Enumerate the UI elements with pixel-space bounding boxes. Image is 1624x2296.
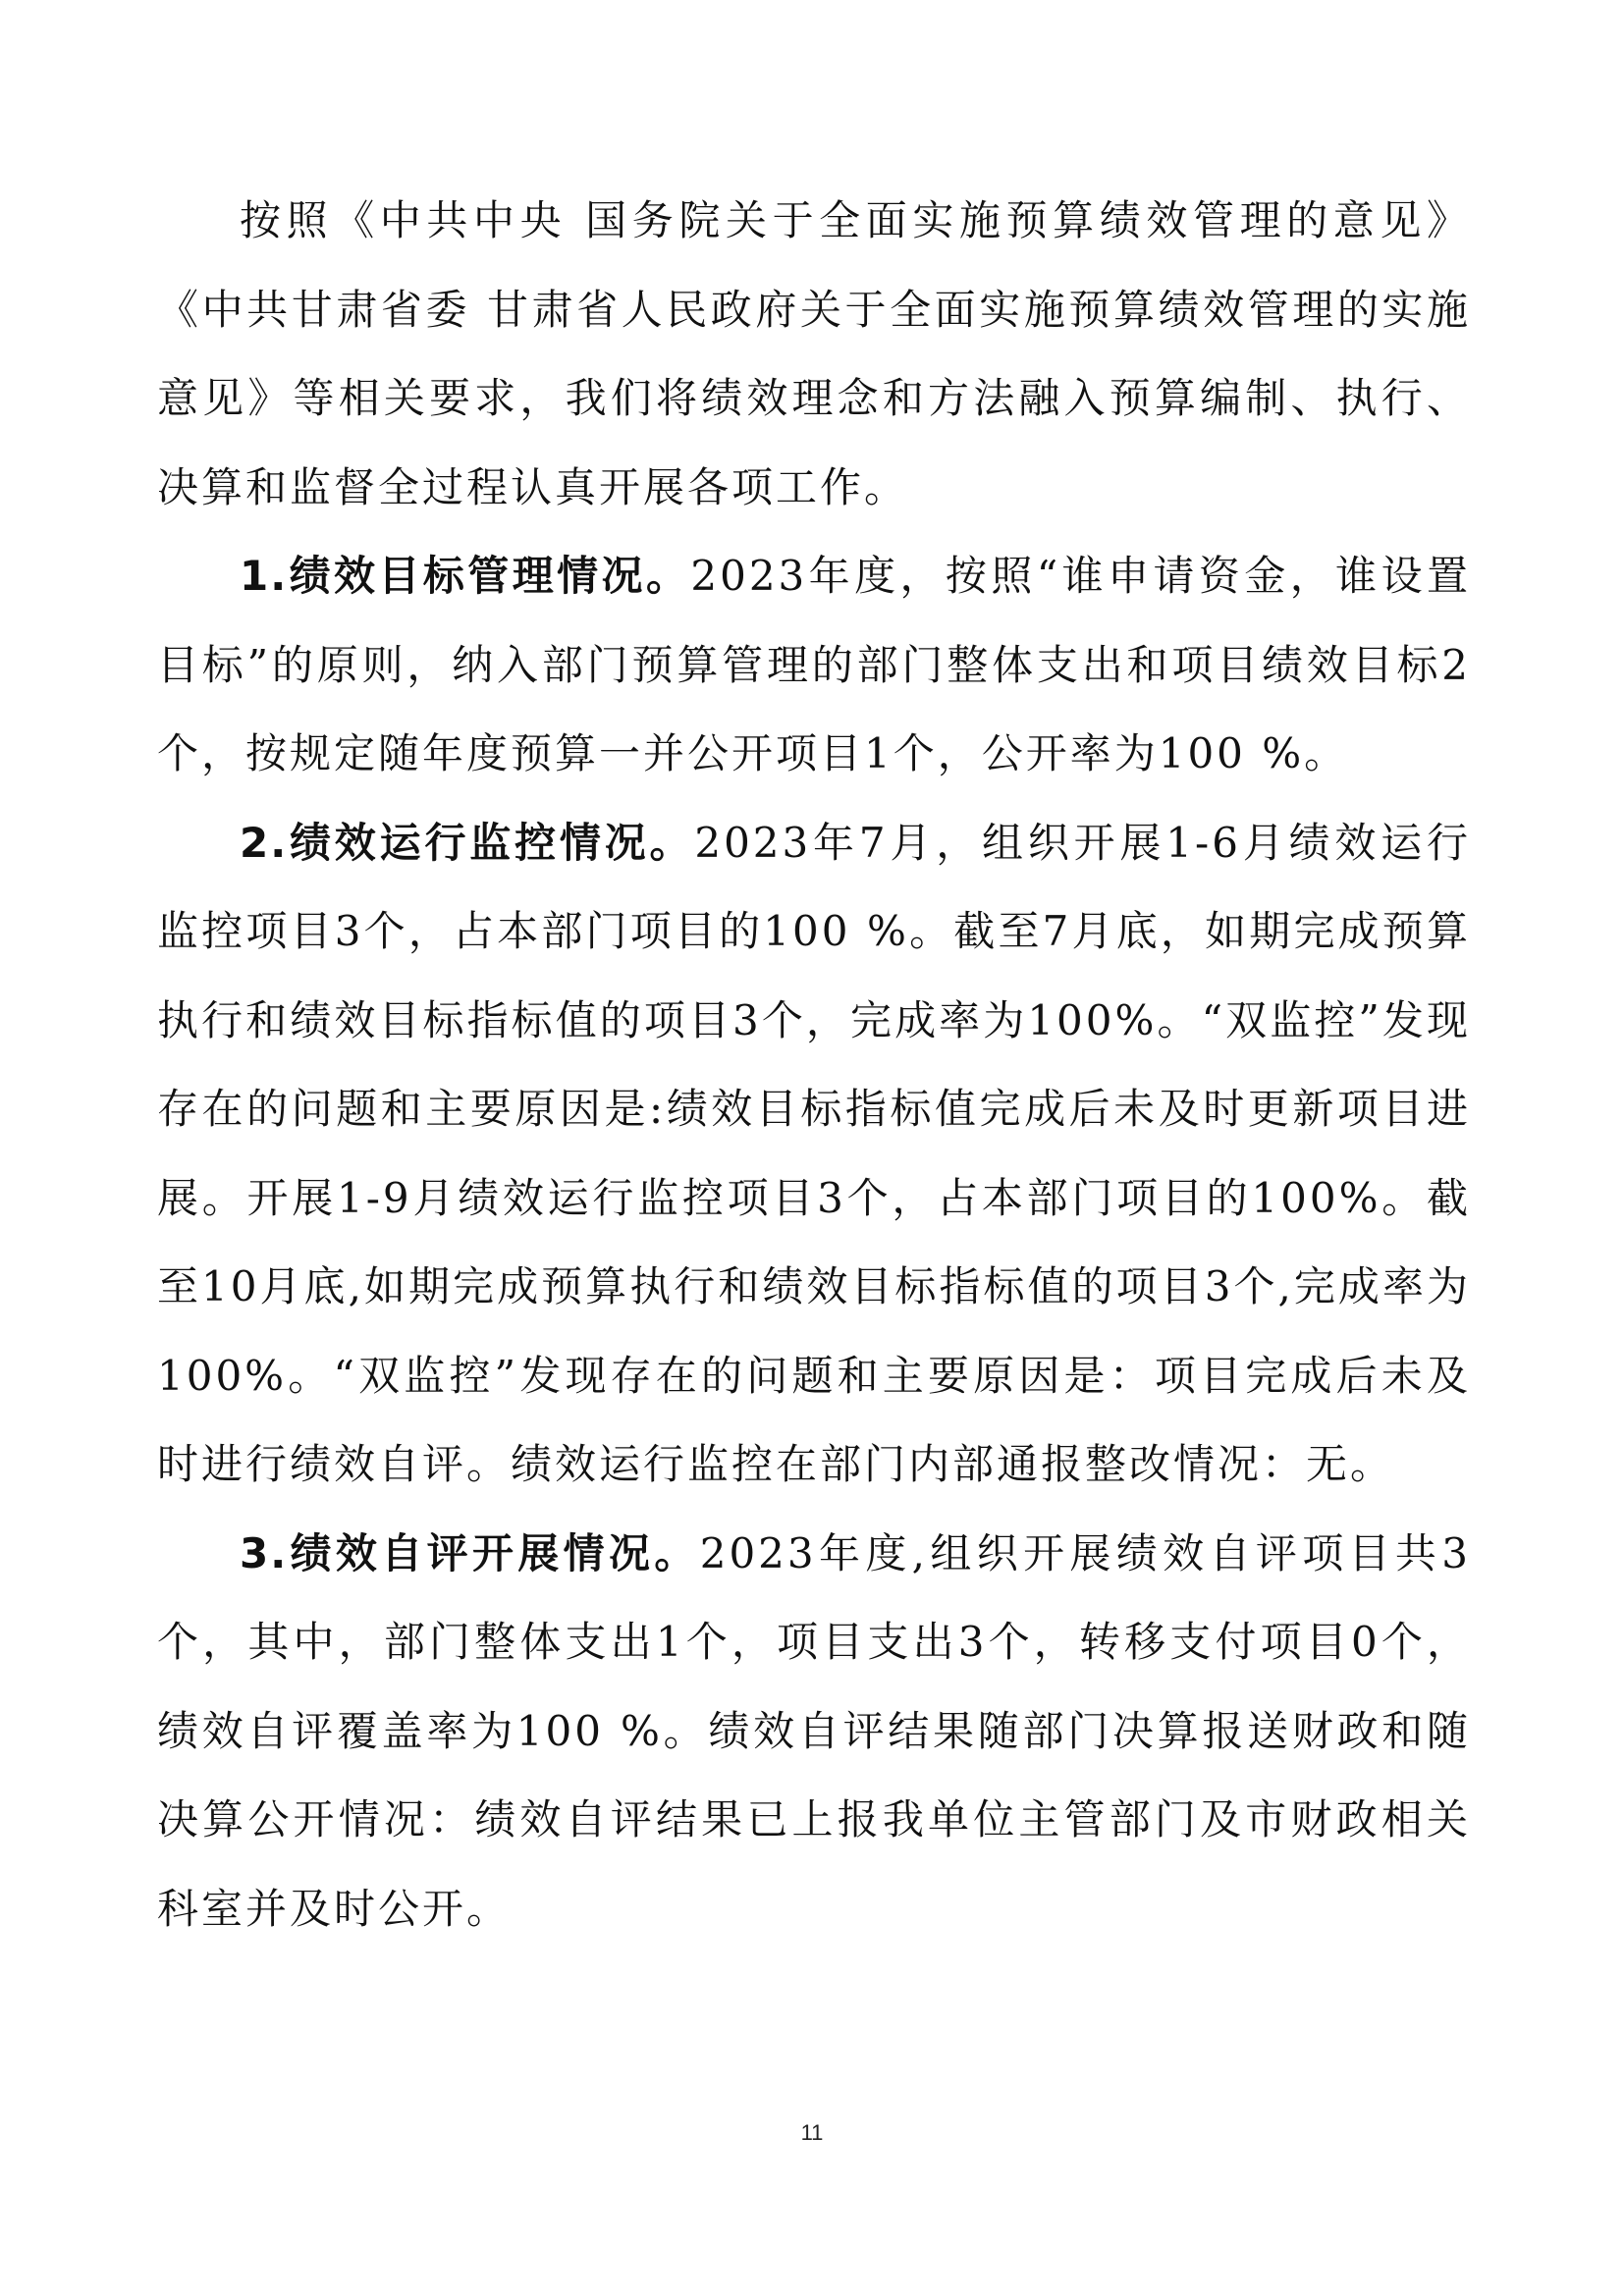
paragraph-goal-management: [157, 532, 1471, 799]
paragraph-operation-monitoring: [157, 799, 1471, 1510]
paragraph-intro-text: 按照《中共中央 国务院关于全面实施预算绩效管理的意见》《中共甘肃省委 甘肃省人民政府关于全面实施预算绩效管理的实施意见》等相关要求，我们将绩效理念和方法融入预算编制、执行、决算和监督全过程认真开展各项工作。: [157, 196, 1471, 511]
page-number: 11: [800, 2120, 824, 2145]
paragraph-self-evaluation-text: 2023年度,组织开展绩效自评项目共3个，其中，部门整体支出1个，项目支出3个，转移支付项目0个，绩效自评覆盖率为100 %。绩效自评结果随部门决算报送财政和随决算公开情况：绩效自评结果已上报我单位主管部门及市财政相关科室并及时公开。: [157, 1528, 1471, 1933]
section-heading-goal-management: 1.绩效目标管理情况。: [240, 552, 691, 600]
section-heading-self-evaluation: 3.绩效自评开展情况。: [240, 1528, 700, 1577]
paragraph-intro: [157, 177, 1471, 532]
paragraph-self-evaluation: [157, 1510, 1471, 1954]
paragraph-operation-monitoring-text: 2023年7月，组织开展1-6月绩效运行监控项目3个，占本部门项目的100 %。截至7月底，如期完成预算执行和绩效目标指标值的项目3个，完成率为100%。“双监控”发现存在的问题和主要原因是:绩效目标指标值完成后未及时更新项目进展。开展1-9月绩效运行监控项目3个，占本部门项目的100%。截至10月底,如期完成预算执行和绩效目标指标值的项目3个,完成率为100%。“双监控”发现存在的问题和主要原因是：项目完成后未及时进行绩效自评。绩效运行监控在部门内部通报整改情况：无。: [157, 818, 1471, 1488]
section-heading-operation-monitoring: 2.绩效运行监控情况。: [240, 818, 695, 867]
document-body: [157, 177, 1471, 1953]
paragraph-goal-management-text: 2023年度，按照“谁申请资金，谁设置目标”的原则，纳入部门预算管理的部门整体支出和项目绩效目标2个，按规定随年度预算一并公开项目1个，公开率为100 %。: [157, 552, 1472, 777]
